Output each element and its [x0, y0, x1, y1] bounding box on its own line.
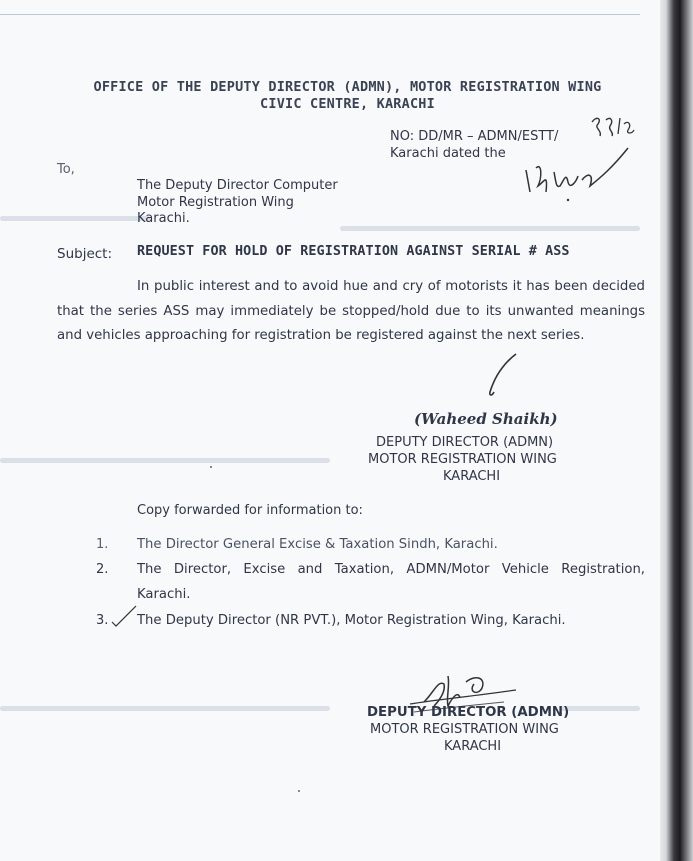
copy-item-text: The Director, Excise and Taxation, ADMN/Motor Vehicle Registration, Karachi.	[137, 562, 645, 602]
scan-artifact-dot	[298, 790, 300, 792]
copy-item-number: 2.	[96, 562, 109, 577]
copy-item-text: The Deputy Director (NR PVT.), Motor Registration Wing, Karachi.	[137, 613, 566, 628]
handwritten-number-mark	[588, 114, 638, 142]
scan-edge	[660, 0, 693, 861]
addressee-line3: Karachi.	[137, 211, 190, 226]
scan-artifact-dot	[210, 466, 212, 468]
addressee-line2: Motor Registration Wing	[137, 195, 294, 210]
body-paragraph: In public interest and to avoid hue and cry of motorists it has been decided that the series ASS may immediately be stopped/hold due to its unwanted meanings and vehicles approaching for registration be registered against the next series.	[57, 279, 645, 343]
addressee-line1: The Deputy Director Computer	[137, 178, 338, 193]
copy-intro: Copy forwarded for information to:	[137, 503, 363, 518]
copy-item-number: 3.	[96, 613, 109, 628]
reference-number: NO: DD/MR – ADMN/ESTT/	[390, 129, 559, 144]
scan-artifact-smudge-4	[0, 706, 330, 711]
subject-title: REQUEST FOR HOLD OF REGISTRATION AGAINST SERIAL # ASS	[137, 244, 570, 259]
scan-artifact-top	[0, 14, 640, 15]
signatory2-city: KARACHI	[444, 739, 502, 754]
handwritten-date-signature	[520, 142, 640, 202]
signatory2-wing: MOTOR REGISTRATION WING	[370, 722, 559, 737]
reference-dated: Karachi dated the	[390, 146, 506, 161]
scan-artifact-smudge-5	[560, 706, 640, 711]
scan-artifact-smudge-1	[0, 216, 150, 221]
signatory-name: (Waheed Shaikh)	[414, 410, 558, 428]
handwritten-signature-1	[484, 352, 524, 398]
signatory-city: KARACHI	[443, 469, 501, 484]
signatory2-designation: DEPUTY DIRECTOR (ADMN)	[367, 705, 570, 720]
check-tick-mark	[110, 604, 138, 628]
signatory-wing: MOTOR REGISTRATION WING	[368, 452, 557, 467]
signatory-designation: DEPUTY DIRECTOR (ADMN)	[376, 435, 554, 450]
office-header-line2: CIVIC CENTRE, KARACHI	[260, 96, 435, 112]
subject-label: Subject:	[57, 246, 113, 262]
addressee-to: To,	[57, 162, 75, 177]
scan-artifact-smudge-3	[0, 458, 330, 463]
office-header-line1: OFFICE OF THE DEPUTY DIRECTOR (ADMN), MOTOR REGISTRATION WING	[93, 79, 602, 95]
scan-artifact-smudge-2	[340, 226, 640, 231]
copy-item-number: 1.	[96, 537, 109, 552]
copy-item-text: The Director General Excise & Taxation Sindh, Karachi.	[137, 537, 498, 552]
